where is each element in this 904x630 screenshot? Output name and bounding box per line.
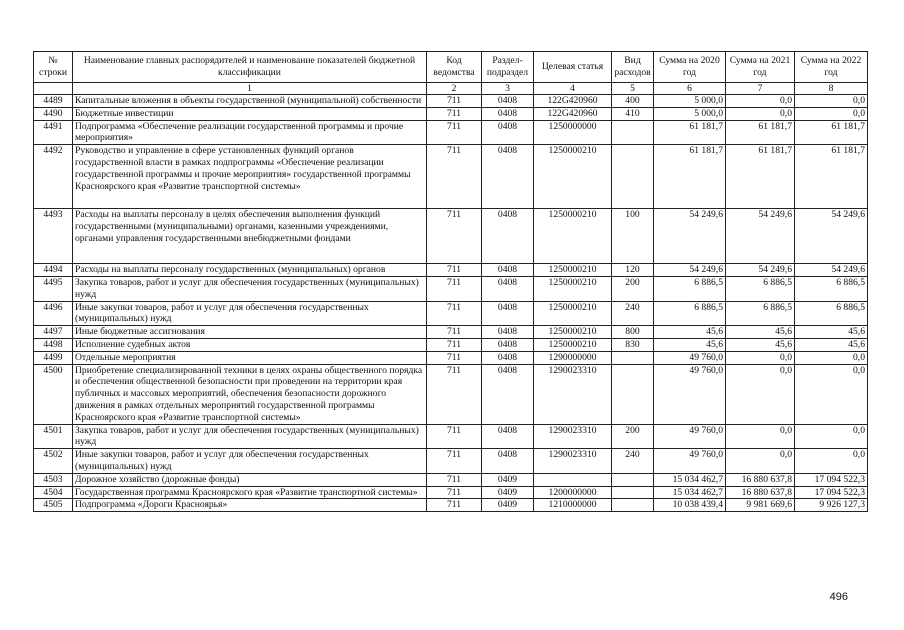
column-number: 5 — [612, 83, 654, 95]
row-dept-code: 711 — [427, 120, 482, 145]
row-name: Руководство и управление в сфере установленных функций органов государственной власти в рамках подпрограммы «Обеспечение реализации государственной программы и прочие мероприятия» государственной программы Красноярского края «Развитие транспортной системы» — [73, 145, 427, 209]
row-section: 0408 — [482, 424, 534, 449]
row-exp-type — [612, 351, 654, 364]
row-sum-2021: 16 880 637,8 — [726, 473, 795, 486]
row-name: Расходы на выплаты персоналу государственных (муниципальных) органов — [73, 264, 427, 277]
row-target: 1290023310 — [534, 364, 612, 424]
row-dept-code: 711 — [427, 351, 482, 364]
row-section: 0408 — [482, 301, 534, 326]
row-dept-code: 711 — [427, 276, 482, 301]
row-section: 0408 — [482, 326, 534, 339]
row-sum-2022: 9 926 127,3 — [795, 499, 868, 512]
row-sum-2022: 0,0 — [795, 364, 868, 424]
row-sum-2021: 6 886,5 — [726, 301, 795, 326]
row-name: Капитальные вложения в объекты государственной (муниципальной) собственности — [73, 95, 427, 108]
row-sum-2021: 0,0 — [726, 449, 795, 474]
table-row — [34, 499, 868, 512]
row-name: Отдельные мероприятия — [73, 351, 427, 364]
row-target: 1290023310 — [534, 424, 612, 449]
row-exp-type: 410 — [612, 107, 654, 120]
row-name: Подпрограмма «Дороги Красноярья» — [73, 499, 427, 512]
page-number: 496 — [829, 591, 848, 603]
row-sum-2022: 54 249,6 — [795, 209, 868, 264]
row-name: Иные закупки товаров, работ и услуг для обеспечения государственных (муниципальных) нужд — [73, 449, 427, 474]
row-sum-2021: 9 981 669,6 — [726, 499, 795, 512]
column-number: 2 — [427, 83, 482, 95]
row-section: 0409 — [482, 473, 534, 486]
header-row-no: № строки — [34, 52, 73, 83]
row-target: 1250000210 — [534, 264, 612, 277]
row-sum-2020: 61 181,7 — [654, 120, 726, 145]
row-number: 4494 — [34, 264, 73, 277]
header-target: Целевая статья — [534, 52, 612, 83]
row-sum-2020: 6 886,5 — [654, 276, 726, 301]
row-sum-2020: 54 249,6 — [654, 209, 726, 264]
row-sum-2020: 54 249,6 — [654, 264, 726, 277]
row-name: Дорожное хозяйство (дорожные фонды) — [73, 473, 427, 486]
row-sum-2020: 5 000,0 — [654, 107, 726, 120]
row-name: Приобретение специализированной техники в целях охраны общественного порядка и обеспечения общественной безопасности при проведении на территории края публичных и массовых мероприятий, обеспечения безопасности дорожного движения в рамках отдельных мероприятий государственной программы Красноярского края «Развитие транспортной системы» — [73, 364, 427, 424]
row-sum-2022: 0,0 — [795, 424, 868, 449]
header-sum-2021: Сумма на 2021 год — [726, 52, 795, 83]
row-sum-2021: 0,0 — [726, 95, 795, 108]
table-row — [34, 301, 868, 326]
header-sum-2022: Сумма на 2022 год — [795, 52, 868, 83]
row-exp-type: 200 — [612, 276, 654, 301]
row-dept-code: 711 — [427, 499, 482, 512]
row-sum-2022: 61 181,7 — [795, 120, 868, 145]
row-target: 1250000210 — [534, 145, 612, 209]
row-target: 1290000000 — [534, 351, 612, 364]
header-section: Раздел-подраздел — [482, 52, 534, 83]
row-dept-code: 711 — [427, 264, 482, 277]
table-row — [34, 264, 868, 277]
row-section: 0408 — [482, 107, 534, 120]
row-sum-2020: 15 034 462,7 — [654, 486, 726, 499]
header-exp-type: Вид расходов — [612, 52, 654, 83]
row-dept-code: 711 — [427, 95, 482, 108]
row-section: 0408 — [482, 145, 534, 209]
column-number: 1 — [73, 83, 427, 95]
row-name: Подпрограмма «Обеспечение реализации государственной программы и прочие мероприятия» — [73, 120, 427, 145]
row-exp-type — [612, 473, 654, 486]
table-row — [34, 351, 868, 364]
row-target: 1200000000 — [534, 486, 612, 499]
row-exp-type — [612, 120, 654, 145]
table-row — [34, 145, 868, 209]
row-number: 4503 — [34, 473, 73, 486]
row-section: 0408 — [482, 338, 534, 351]
row-section: 0408 — [482, 120, 534, 145]
table-row — [34, 486, 868, 499]
row-exp-type: 400 — [612, 95, 654, 108]
table-row — [34, 338, 868, 351]
row-dept-code: 711 — [427, 449, 482, 474]
column-number: 3 — [482, 83, 534, 95]
row-name: Расходы на выплаты персоналу в целях обеспечения выполнения функций государственными (муниципальными) органами, казенными учреждениями, органами управления государственными внебюджетными фондами — [73, 209, 427, 264]
table-row — [34, 449, 868, 474]
row-name: Закупка товаров, работ и услуг для обеспечения государственных (муниципальных) нужд — [73, 424, 427, 449]
row-number: 4496 — [34, 301, 73, 326]
header-row — [34, 52, 868, 83]
row-sum-2022: 45,6 — [795, 338, 868, 351]
column-number: 7 — [726, 83, 795, 95]
row-section: 0408 — [482, 449, 534, 474]
row-number: 4501 — [34, 424, 73, 449]
row-target: 1210000000 — [534, 499, 612, 512]
row-target: 1250000210 — [534, 326, 612, 339]
table-row — [34, 209, 868, 264]
row-sum-2022: 17 094 522,3 — [795, 473, 868, 486]
row-sum-2020: 49 760,0 — [654, 351, 726, 364]
table-row — [34, 120, 868, 145]
row-exp-type: 800 — [612, 326, 654, 339]
table-body — [34, 95, 868, 512]
row-name: Иные закупки товаров, работ и услуг для обеспечения государственных (муниципальных) нужд — [73, 301, 427, 326]
row-sum-2021: 16 880 637,8 — [726, 486, 795, 499]
row-sum-2022: 0,0 — [795, 107, 868, 120]
row-name: Государственная программа Красноярского края «Развитие транспортной системы» — [73, 486, 427, 499]
table-row — [34, 364, 868, 424]
budget-table — [33, 51, 868, 512]
row-section: 0408 — [482, 276, 534, 301]
row-section: 0409 — [482, 499, 534, 512]
row-sum-2022: 17 094 522,3 — [795, 486, 868, 499]
row-target: 1290023310 — [534, 449, 612, 474]
header-name: Наименование главных распорядителей и наименование показателей бюджетной классификации — [73, 52, 427, 83]
header-sum-2020: Сумма на 2020 год — [654, 52, 726, 83]
row-sum-2022: 6 886,5 — [795, 276, 868, 301]
table-row — [34, 107, 868, 120]
row-number: 4497 — [34, 326, 73, 339]
row-section: 0409 — [482, 486, 534, 499]
row-sum-2022: 61 181,7 — [795, 145, 868, 209]
row-target: 1250000210 — [534, 276, 612, 301]
row-sum-2020: 49 760,0 — [654, 364, 726, 424]
column-number: 4 — [534, 83, 612, 95]
row-number: 4495 — [34, 276, 73, 301]
row-exp-type — [612, 486, 654, 499]
row-number: 4505 — [34, 499, 73, 512]
row-sum-2020: 5 000,0 — [654, 95, 726, 108]
table-row — [34, 473, 868, 486]
row-number: 4502 — [34, 449, 73, 474]
row-sum-2022: 0,0 — [795, 351, 868, 364]
row-sum-2021: 61 181,7 — [726, 120, 795, 145]
table-row — [34, 424, 868, 449]
row-name: Бюджетные инвестиции — [73, 107, 427, 120]
row-sum-2022: 54 249,6 — [795, 264, 868, 277]
row-target: 122G420960 — [534, 107, 612, 120]
row-number: 4492 — [34, 145, 73, 209]
column-number: 6 — [654, 83, 726, 95]
row-number: 4489 — [34, 95, 73, 108]
row-section: 0408 — [482, 209, 534, 264]
row-sum-2021: 6 886,5 — [726, 276, 795, 301]
row-exp-type — [612, 145, 654, 209]
row-dept-code: 711 — [427, 473, 482, 486]
column-number — [34, 83, 73, 95]
row-number: 4498 — [34, 338, 73, 351]
row-dept-code: 711 — [427, 326, 482, 339]
row-target: 1250000210 — [534, 209, 612, 264]
column-number: 8 — [795, 83, 868, 95]
row-dept-code: 711 — [427, 338, 482, 351]
row-exp-type: 100 — [612, 209, 654, 264]
row-sum-2022: 0,0 — [795, 95, 868, 108]
row-number: 4499 — [34, 351, 73, 364]
row-sum-2022: 0,0 — [795, 449, 868, 474]
row-sum-2022: 45,6 — [795, 326, 868, 339]
row-dept-code: 711 — [427, 145, 482, 209]
row-sum-2020: 15 034 462,7 — [654, 473, 726, 486]
row-section: 0408 — [482, 351, 534, 364]
row-section: 0408 — [482, 95, 534, 108]
row-exp-type — [612, 364, 654, 424]
row-exp-type: 200 — [612, 424, 654, 449]
row-number: 4504 — [34, 486, 73, 499]
row-exp-type: 240 — [612, 449, 654, 474]
row-target: 122G420960 — [534, 95, 612, 108]
row-sum-2020: 10 038 439,4 — [654, 499, 726, 512]
row-sum-2021: 54 249,6 — [726, 264, 795, 277]
row-name: Закупка товаров, работ и услуг для обеспечения государственных (муниципальных) нужд — [73, 276, 427, 301]
row-sum-2021: 45,6 — [726, 326, 795, 339]
row-sum-2021: 0,0 — [726, 351, 795, 364]
row-exp-type: 240 — [612, 301, 654, 326]
row-sum-2021: 61 181,7 — [726, 145, 795, 209]
row-sum-2020: 49 760,0 — [654, 424, 726, 449]
row-name: Иные бюджетные ассигнования — [73, 326, 427, 339]
row-sum-2020: 49 760,0 — [654, 449, 726, 474]
row-exp-type — [612, 499, 654, 512]
column-number-row — [34, 83, 868, 95]
row-section: 0408 — [482, 264, 534, 277]
row-sum-2020: 61 181,7 — [654, 145, 726, 209]
table-row — [34, 95, 868, 108]
row-sum-2021: 0,0 — [726, 107, 795, 120]
row-number: 4491 — [34, 120, 73, 145]
row-target: 1250000210 — [534, 301, 612, 326]
table-row — [34, 276, 868, 301]
row-sum-2020: 45,6 — [654, 326, 726, 339]
row-sum-2020: 45,6 — [654, 338, 726, 351]
row-dept-code: 711 — [427, 364, 482, 424]
row-sum-2022: 6 886,5 — [795, 301, 868, 326]
row-target: 1250000210 — [534, 338, 612, 351]
row-dept-code: 711 — [427, 209, 482, 264]
row-dept-code: 711 — [427, 107, 482, 120]
table-row — [34, 326, 868, 339]
row-number: 4500 — [34, 364, 73, 424]
row-target — [534, 473, 612, 486]
row-name: Исполнение судебных актов — [73, 338, 427, 351]
row-sum-2020: 6 886,5 — [654, 301, 726, 326]
row-sum-2021: 0,0 — [726, 364, 795, 424]
row-dept-code: 711 — [427, 424, 482, 449]
row-sum-2021: 45,6 — [726, 338, 795, 351]
row-number: 4493 — [34, 209, 73, 264]
row-exp-type: 120 — [612, 264, 654, 277]
row-dept-code: 711 — [427, 486, 482, 499]
row-number: 4490 — [34, 107, 73, 120]
row-sum-2021: 54 249,6 — [726, 209, 795, 264]
row-dept-code: 711 — [427, 301, 482, 326]
header-dept-code: Код ведомства — [427, 52, 482, 83]
row-exp-type: 830 — [612, 338, 654, 351]
row-sum-2021: 0,0 — [726, 424, 795, 449]
row-section: 0408 — [482, 364, 534, 424]
row-target: 1250000000 — [534, 120, 612, 145]
